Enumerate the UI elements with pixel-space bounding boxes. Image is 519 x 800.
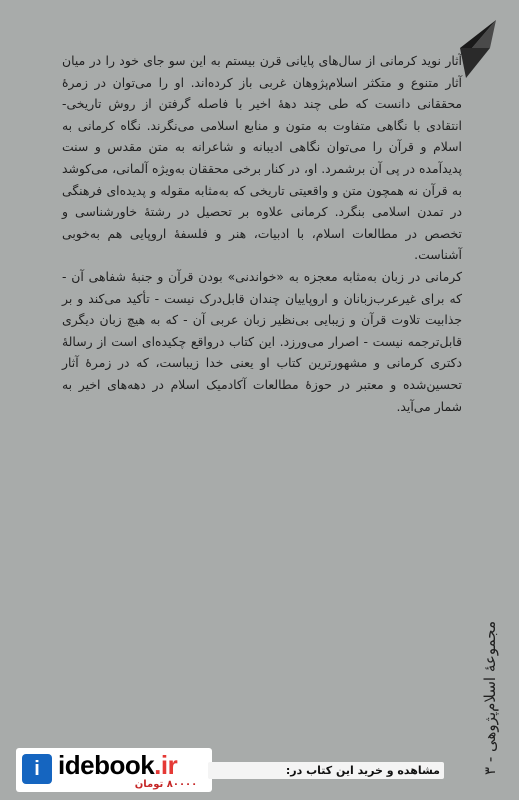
description-paragraph-1: آثار نوید کرمانی از سال‌های پایانی قرن بیستم به این سو جای خود را در میان آثار متنوع و متکثر اسلام‌پژوهان غربی باز کرده‌اند. او را می‌توان در زمرهٔ محققانی دانست که طی چند دههٔ اخیر با فاصله گرفتن از روش تاریخی-انتقادی با نگاهی متفاوت به متون و منابع اسلامی می‌نگرند. نگاه کرمانی به اسلام و قرآن را می‌توان نگاهی ادیبانه و شاعرانه به متن مقدس و سنت پدیدآمده در پی آن برشمرد. او، در کنار برخی محققان به‌ویژه آلمانی، می‌کوشد به قرآن نه همچون متن و واقعیتی تاریخی که به‌مثابه مقوله و پدیده‌ای فرهنگی در تمدن اسلامی بنگرد. کرمانی علاوه بر تحصیل در رشتهٔ خاورشناسی و تخصص در مطالعات اسلام، با ادبیات، هنر و فلسفهٔ اروپایی هم به‌خوبی آشناست. [62,53,462,263]
watermark-promo-text: مشاهده و خرید این کتاب در: [208,762,444,779]
idebook-brand-name: idebook.ir [58,750,178,780]
back-cover-description [62,50,462,417]
description-paragraph-2: کرمانی در زبان به‌مثابه معجزه به «خواندنی» بودن قرآن و جنبهٔ شفاهی آن - که برای غیرعرب‌زبانان و اروپاییان چندان قابل‌درک نیست - تأکید می‌کند و بر جذابیت تلاوت قرآن و زیبایی بی‌نظیر زبان عربی آن - که به هیچ زبان دیگری قابل‌ترجمه نیست - اصرار می‌ورزد. این کتاب درواقع چکیده‌ای است از رسالهٔ دکتری کرمانی و مشهورترین کتاب او یعنی خدا زیباست، که در زمرهٔ آثار تحسین‌شده و معتبر در حوزهٔ مطالعات آکادمیک اسلام در دهه‌های اخیر به شمار می‌آید. [62,268,462,414]
book-price: ۸۰۰۰۰ تومان [134,779,198,790]
series-title-text: مجموعهٔ اسلام‌پژوهی - ۳ [481,620,499,775]
idebook-logo-icon: i [22,754,52,784]
series-title [470,605,510,790]
